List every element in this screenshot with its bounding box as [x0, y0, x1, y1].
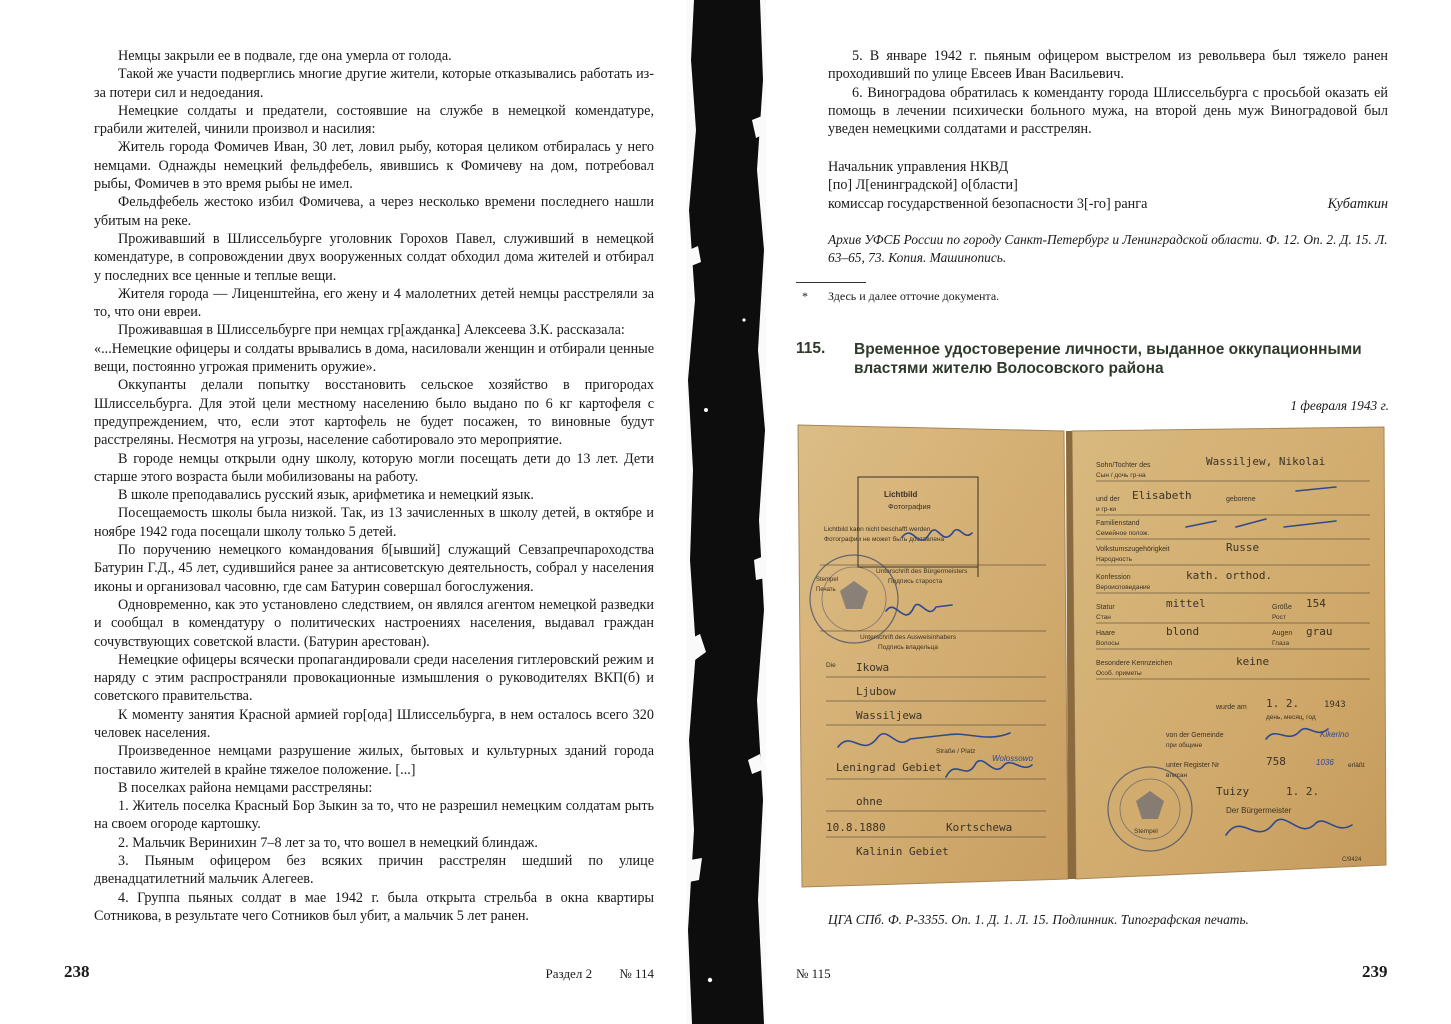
card-label: Straße / Platz [936, 748, 976, 755]
footnote-mark: * [802, 289, 808, 303]
card-field: 1943 [1324, 700, 1346, 710]
card-label: Подпись владельца [878, 644, 938, 651]
document-number: 115. [796, 340, 826, 357]
card-label: Фотографии не может быть доставлена [824, 536, 945, 543]
card-label: Haare [1096, 630, 1116, 637]
book-spine [686, 0, 766, 1024]
card-field: Leningrad Gebiet [836, 761, 942, 774]
signature-position: Начальник управления НКВД [828, 159, 1009, 175]
footnote-text: Здесь и далее отточие документа. [828, 289, 1000, 303]
paragraph: 2. Мальчик Веринихин 7–8 лет за то, что вошел в немецкий блиндаж. [118, 834, 538, 851]
paragraph: Фельдфебель жестоко избил Фомичева, а через несколько времени последнего нашли убитым на реке. [94, 194, 654, 229]
paragraph: Одновременно, как это установлено следствием, он являлся агентом немецкой разведки и сообщал в комендатуру о политических настроениях населения, выдавал граждан сочувствующих советской власти. (Батурин арестован). [94, 596, 654, 650]
footnote-rule [796, 282, 866, 283]
signature-rank: комиссар государственной безопасности 3[-го] ранга [828, 195, 1148, 212]
card-field: Wassiljew, Nikolai [1206, 455, 1326, 468]
paragraph: «...Немецкие офицеры и солдаты врывались в дома, насиловали женщин и отбирали ценные вещи, постоянно угрожая применить оружие». [94, 340, 654, 376]
doc-ref-left: № 114 [619, 966, 654, 981]
signature-rank-line [828, 195, 1388, 213]
card-label: Augen [1272, 630, 1293, 637]
card-field: Russe [1226, 541, 1260, 554]
card-handwriting: Wolossowo [992, 754, 1033, 763]
card-label: Besondere Kennzeichen [1096, 660, 1173, 667]
paragraph: Оккупанты делали попытку восстановить сельское хозяйство в пригородах Шлиссельбурга. Для этой цели местному населению было выдано по 6 кг картофеля с предупреждением, что, если этот картофель не будет посажен, то виновные будут расстреляны. Несмотря на угрозы, население саботировало это мероприятие. [94, 377, 654, 449]
paragraph: Посещаемость школы была низкой. Так, из 13 зачисленных в школу детей, в октябре и ноябре 1942 года посещали школу только 5 детей. [94, 505, 654, 540]
card-label: und der [1096, 496, 1120, 503]
card-label: Рост [1272, 614, 1286, 621]
card-field: ohne [856, 795, 883, 808]
card-label: Волосы [1096, 640, 1120, 647]
identity-card-drawing [796, 421, 1390, 889]
card-field: grau [1306, 625, 1333, 638]
card-label: Stempel [1134, 828, 1158, 835]
right-page [766, 0, 1451, 1024]
signature-region: [по] Л[енинградской] о[бласти] [828, 177, 1018, 194]
card-label: Стан [1096, 614, 1111, 621]
card-field: mittel [1166, 597, 1206, 610]
card-label: день, месяц, год [1266, 714, 1316, 721]
archive-reference: Архив УФСБ России по городу Санкт-Петербург и Ленинградской области. Ф. 12. Оп. 2. Д. 15. Л. 63–65, 73. Копия. Машинопись. [828, 232, 1388, 265]
doc-ref-right: № 115 [796, 966, 831, 981]
card-label: Подпись староста [888, 578, 943, 585]
section-label: Раздел 2 [545, 966, 593, 981]
card-label: Фотография [888, 502, 931, 511]
card-label: wurde am [1216, 704, 1247, 711]
card-field: Wassiljewa [856, 709, 923, 722]
paragraph: Жителя города — Лиценштейна, его жену и 4 малолетних детей немцы расстреляли за то, что они евреи. [94, 285, 654, 321]
card-label: при общине [1166, 742, 1203, 749]
right-body-text [828, 47, 1388, 138]
paragraph: 1. Житель поселка Красный Бор Зыкин за то, что не разрешил немецким солдатам рыть на своем огороде картошку. [94, 798, 654, 833]
paragraph: Такой же участи подверглись многие другие жители, которые отказывались работать из-за потери сил и недоедания. [94, 66, 654, 101]
left-body-text [94, 47, 654, 925]
card-label: von der Gemeinde [1166, 732, 1224, 739]
card-field: Tuizy [1216, 785, 1250, 798]
card-label: и гр-ки [1096, 506, 1117, 513]
paragraph: К моменту занятия Красной армией гор[ода] Шлиссельбурга, в нем осталось всего 320 человек населения. [94, 706, 654, 741]
paragraph: Произведенное немцами разрушение жилых, бытовых и культурных зданий города поставило жителей в крайне тяжелое положение. [...] [94, 743, 654, 778]
card-field: Kalinin Gebiet [856, 845, 949, 858]
card-field: 1. 2. [1266, 697, 1300, 710]
card-handwriting: Kikerino [1320, 730, 1349, 739]
running-header-right [796, 966, 831, 982]
card-label: C/9424 [1342, 857, 1362, 863]
paragraph: В поселках района немцами расстреляны: [118, 779, 373, 796]
paragraph: По поручению немецкого командования б[ывший] служащий Севзапречпароходства Батурин Г.Д., 45 лет, судившийся ранее за антисоветскую деятельность, собрал у населения иконы и организовал часовню, где сам Батурин совершал богослужения. [94, 542, 654, 595]
identity-card-image [796, 421, 1390, 889]
card-label: Lichtbild kann nicht beschafft werden [824, 526, 931, 533]
paragraph: 6. Виноградова обратилась к коменданту города Шлиссельбурга с просьбой оказать ей помощь в лечении психически больного мужа, на второй день муж Виноградовой был уведен немецкими солдатами и расстрелян. [828, 84, 1388, 138]
card-field: Elisabeth [1132, 489, 1192, 502]
card-label: Глаза [1272, 640, 1290, 647]
card-field: Ljubow [856, 685, 896, 698]
card-label: Народность [1096, 556, 1133, 563]
card-label: geborene [1226, 496, 1256, 503]
paragraph: Проживавшая в Шлиссельбурге при немцах гр[ажданка] Алексеева З.К. рассказала: [118, 322, 625, 339]
card-label: Вероисповедание [1096, 584, 1151, 591]
paragraph: 4. Группа пьяных солдат в мае 1942 г. была открыта стрельба в окна квартиры Сотникова, в результате чего Сотников был убит, а мальчик 5 лет ранен. [94, 889, 654, 924]
card-label: Lichtbild [884, 490, 918, 499]
paragraph: Немецкие солдаты и предатели, состоявшие на службе в немецкой комендатуре, грабили жителей, чинили произвол и насилия: [94, 102, 654, 138]
card-label: Der Bürgermeister [1226, 806, 1292, 815]
paragraph: Немцы закрыли ее в подвале, где она умерла от голода. [118, 48, 452, 64]
card-label: Семейное полож. [1096, 530, 1150, 537]
left-page [0, 0, 686, 1024]
card-label: Größe [1272, 604, 1292, 611]
card-field: Ikowa [856, 661, 890, 674]
card-label: Unterschrift des Ausweisinhabers [860, 634, 957, 641]
card-handwriting: 1036 [1316, 758, 1334, 767]
card-label: Familienstand [1096, 520, 1140, 527]
image-caption: ЦГА СПб. Ф. Р-3355. Оп. 1. Д. 1. Л. 15. Подлинник. Типографская печать. [828, 912, 1249, 927]
card-label: erläßt [1348, 762, 1365, 769]
signature-block [828, 158, 1388, 213]
spine-texture [686, 0, 766, 1024]
paragraph: Немецкие офицеры всячески пропагандировали среди населения гитлеровский режим и наряду с этим распространяли провокационные измышления о руководителях ВКП(б) и советского правительства. [94, 651, 654, 705]
card-label: Unterschrift des Bürgermeisters [876, 568, 968, 575]
page-number-right: 239 [1362, 962, 1388, 981]
card-label: Особ. приметы [1096, 670, 1142, 677]
card-label: вписан [1166, 772, 1188, 779]
card-label: Печать [816, 587, 836, 593]
paragraph: 3. Пьяным офицером без всяких причин расстрелян шедший по улице двенадцатилетний мальчик Алегеев. [94, 853, 654, 888]
card-field: 154 [1306, 597, 1326, 610]
card-label: Сын / дочь гр-на [1096, 472, 1146, 479]
paragraph: Житель города Фомичев Иван, 30 лет, ловил рыбу, которая целиком отбиралась у него немцами. Однажды немецкий фельдфебель, явившись к Фомичеву на дом, потребовал рыбы, Фомичев в это время рыбы не имел. [94, 139, 654, 193]
card-label: Stempel [816, 577, 839, 583]
footnote [802, 288, 999, 304]
page-number-left: 238 [64, 962, 90, 981]
card-field: Kortschewa [946, 821, 1013, 834]
card-label: Konfession [1096, 574, 1131, 581]
card-field: 10.8.1880 [826, 821, 886, 834]
card-label: Statur [1096, 604, 1115, 611]
card-field: 1. 2. [1286, 785, 1320, 798]
paragraph: 5. В январе 1942 г. пьяным офицером выстрелом из револьвера был тяжело ранен проходивший по улице Евсеев Иван Васильевич. [828, 48, 1388, 83]
card-field: blond [1166, 625, 1200, 638]
paragraph: В городе немцы открыли одну школу, которую могли посещать дети до 13 лет. Дети старше этого возраста были мобилизованы на работу. [94, 450, 654, 485]
paragraph: В школе преподавались русский язык, арифметика и немецкий язык. [118, 487, 534, 504]
document-date: 1 февраля 1943 г. [1290, 398, 1389, 413]
document-title: Временное удостоверение личности, выданное оккупационными властями жителю Волосовского района [854, 341, 1362, 377]
card-field: keine [1236, 655, 1270, 668]
card-label: Die [826, 662, 836, 669]
card-field: kath. orthod. [1186, 569, 1273, 582]
paragraph: Проживавший в Шлиссельбурге уголовник Горохов Павел, служивший в немецкой комендатуре, в сопровождении двух вооруженных солдат обходил дома жителей и отбирал у последних все ценные и теплые вещи. [94, 230, 654, 284]
signature-name: Кубаткин [1327, 195, 1388, 212]
card-field: 758 [1266, 755, 1286, 768]
card-label: Sohn/Tochter des [1096, 462, 1151, 469]
card-label: Volkstumszugehörigkeit [1096, 546, 1170, 553]
card-label: unter Register Nr [1166, 762, 1220, 769]
running-header-left [546, 966, 654, 982]
